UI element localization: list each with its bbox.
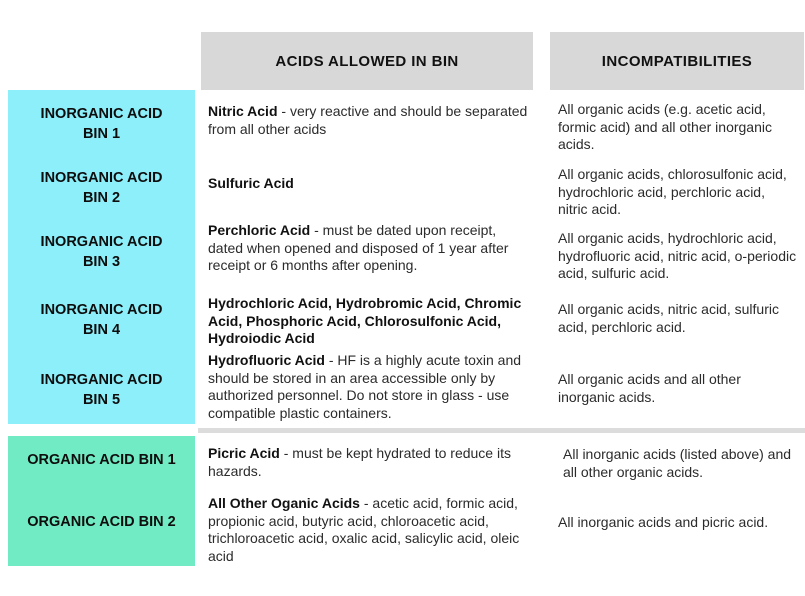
incompatibility-cell-bin2: All organic acids, chlorosulfonic acid, hydrochloric acid, perchloric acid, nitric acid. — [558, 166, 787, 217]
bin-label-line2: BIN 1 — [82, 126, 121, 142]
bin-label-line1: ORGANIC ACID BIN 1 — [27, 452, 176, 468]
incompatibility-cell-bin1: All organic acids (e.g. acetic acid, formic acid) and all other inorganic acids. — [558, 101, 772, 152]
incompatibility-cell-bin5: All organic acids and all other inorganic acids. — [558, 371, 741, 405]
acid-name: Nitric Acid — [208, 103, 278, 119]
acid-cell-bin1 — [208, 103, 532, 138]
acid-cell-bin4 — [208, 295, 532, 348]
bin-label-line1: INORGANIC ACID — [40, 302, 163, 318]
bin-label-line1: ORGANIC ACID BIN 2 — [27, 514, 176, 530]
bin-label-inorganic-2 — [8, 168, 195, 208]
header-acids-allowed: ACIDS ALLOWED IN BIN — [201, 32, 533, 90]
acid-name: Sulfuric Acid — [208, 175, 294, 191]
incompatibility-cell-organic-bin2: All inorganic acids and picric acid. — [558, 514, 769, 530]
header-incompatibilities: INCOMPATIBILITIES — [550, 32, 804, 90]
bin-label-organic-2 — [8, 512, 195, 532]
acid-cell-organic-bin1 — [208, 445, 532, 480]
bin-label-line2: BIN 5 — [82, 392, 121, 408]
acid-note: - must be dated upon receipt, dated when opened and disposed of 1 year after receipt or 6 months after opening. — [208, 222, 509, 273]
acid-name: Hydrochloric Acid, Hydrobromic Acid, Chromic Acid, Phosphoric Acid, Chlorosulfonic Acid, Hydroiodic Acid — [208, 295, 522, 346]
acid-cell-bin2 — [208, 175, 532, 193]
incompatibility-cell-organic-bin1: All inorganic acids (listed above) and all other organic acids. — [563, 446, 792, 480]
acid-note: - acetic acid, formic acid, propionic acid, butyric acid, chloroacetic acid, trichloroacetic acid, oxalic acid, salicylic acid, oleic acid — [208, 495, 520, 564]
bin-label-line2: BIN 3 — [82, 254, 121, 270]
acid-note: - must be kept hydrated to reduce its hazards. — [208, 445, 511, 479]
bin-label-inorganic-3 — [8, 232, 195, 272]
bin-label-line2: BIN 2 — [82, 190, 121, 206]
bin-label-line2: BIN 4 — [82, 322, 121, 338]
incompatibility-cell-bin3: All organic acids, hydrochloric acid, hydrofluoric acid, nitric acid, o-periodic acid, sulfuric acid. — [558, 230, 797, 281]
acid-name: Hydrofluoric Acid — [208, 352, 325, 368]
section-divider — [198, 428, 805, 433]
bin-label-line1: INORGANIC ACID — [40, 170, 163, 186]
bin-label-line1: INORGANIC ACID — [40, 372, 163, 388]
bin-label-inorganic-4 — [8, 300, 195, 340]
acid-cell-bin3 — [208, 222, 532, 275]
acid-cell-bin5 — [208, 352, 532, 422]
bin-label-inorganic-1 — [8, 104, 195, 144]
acid-note: - very reactive and should be separated from all other acids — [208, 103, 528, 137]
bin-label-organic-1 — [8, 450, 195, 470]
acid-name: Perchloric Acid — [208, 222, 311, 238]
bin-label-inorganic-5 — [8, 370, 195, 410]
acid-name: All Other Oganic Acids — [208, 495, 360, 511]
incompatibility-cell-bin4: All organic acids, nitric acid, sulfuric acid, perchloric acid. — [558, 301, 779, 335]
bin-label-line1: INORGANIC ACID — [40, 106, 163, 122]
acid-note: - HF is a highly acute toxin and should be stored in an area accessible only by authorized personnel. Do not store in glass - use compatible plastic containers. — [208, 352, 522, 421]
bin-label-line1: INORGANIC ACID — [40, 234, 163, 250]
acid-name: Picric Acid — [208, 445, 280, 461]
acid-cell-organic-bin2 — [208, 495, 532, 565]
